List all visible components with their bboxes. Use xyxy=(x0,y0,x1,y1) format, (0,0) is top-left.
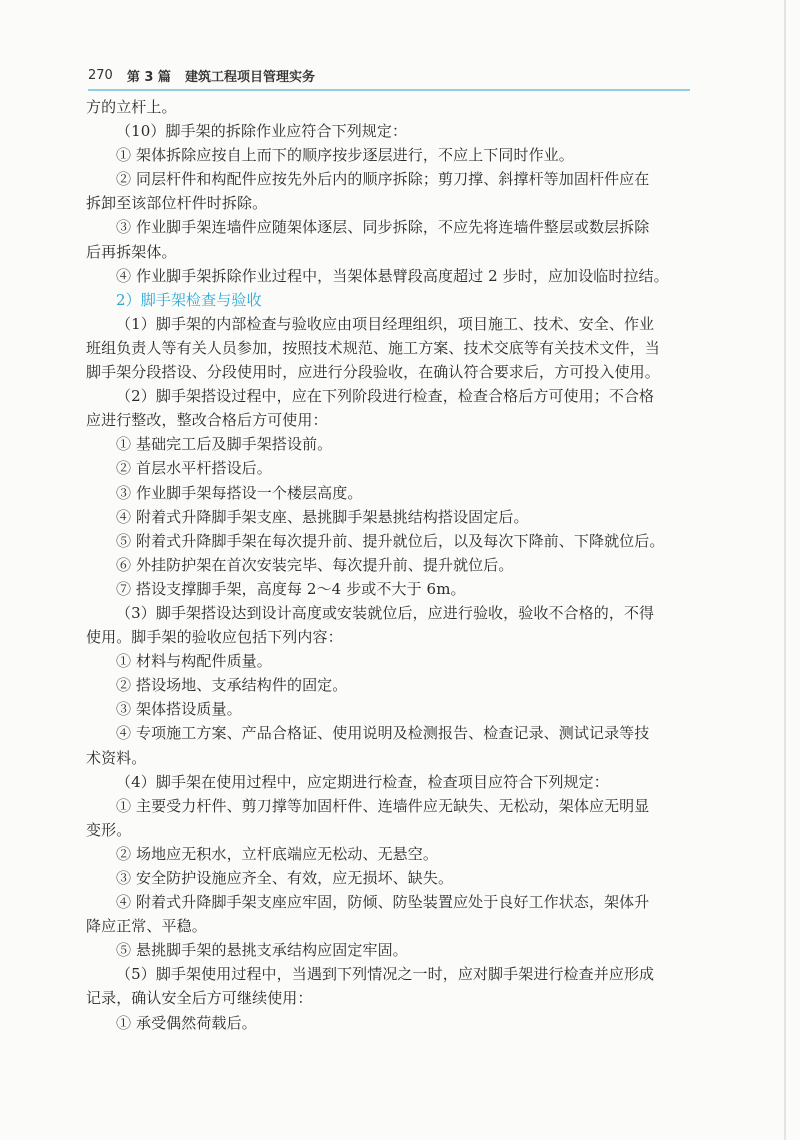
text-line: 脚手架分段搭设、分段使用时，应进行分段验收，在确认符合要求后，方可投入使用。 xyxy=(86,363,660,382)
part-label: 第 3 篇 xyxy=(126,69,171,85)
text-line: ③ 作业脚手架连墙件应随架体逐层、同步拆除，不应先将连墙件整层或数层拆除 xyxy=(116,218,650,237)
header-rule xyxy=(88,89,690,91)
text-line: 拆卸至该部位杆件时拆除。 xyxy=(86,194,268,213)
text-line: ① 基础完工后及脚手架搭设前。 xyxy=(116,435,333,454)
text-line: 变形。 xyxy=(86,820,132,839)
text-line: ② 同层杆件和构配件应按先外后内的顺序拆除；剪刀撑、斜撑杆等加固杆件应在 xyxy=(116,170,650,189)
book-title: 建筑工程项目管理实务 xyxy=(184,69,315,85)
text-line: ⑥ 外挂防护架在首次安装完毕、每次提升前、提升就位后。 xyxy=(116,555,514,574)
text-line: 术资料。 xyxy=(86,748,147,767)
section-heading: 2）脚手架检查与验收 xyxy=(116,290,262,309)
text-line: ③ 作业脚手架每搭设一个楼层高度。 xyxy=(116,483,363,502)
text-line: 应进行整改，整改合格后方可使用： xyxy=(86,411,328,430)
page-number: 270 xyxy=(88,67,113,83)
text-line: 记录，确认安全后方可继续使用： xyxy=(86,989,313,1008)
text-line: ④ 附着式升降脚手架支座、悬挑脚手架悬挑结构搭设固定后。 xyxy=(116,507,529,526)
text-line: 方的立杆上。 xyxy=(86,98,177,116)
text-line: ② 场地应无积水，立杆底端应无松动、无悬空。 xyxy=(116,844,438,863)
text-line: ⑦ 搭设支撑脚手架，高度每 2～4 步或不大于 6m。 xyxy=(116,579,466,598)
text-line: （5）脚手架使用过程中，当遇到下列情况之一时，应对脚手架进行检查并应形成 xyxy=(116,965,655,984)
text-line: ④ 作业脚手架拆除作业过程中，当架体悬臂段高度超过 2 步时，应加设临时拉结。 xyxy=(116,266,669,285)
page-edge xyxy=(784,0,786,1140)
text-line: ② 搭设场地、支承结构件的固定。 xyxy=(116,676,348,695)
text-line: ④ 专项施工方案、产品合格证、使用说明及检测报告、检查记录、测试记录等技 xyxy=(116,724,650,743)
text-line: ⑤ 悬挑脚手架的悬挑支承结构应固定牢固。 xyxy=(116,941,408,960)
text-line: （3）脚手架搭设达到设计高度或安装就位后，应进行验收，验收不合格的，不得 xyxy=(116,603,655,622)
text-line: 降应正常、平稳。 xyxy=(86,917,207,936)
text-line: ② 首层水平杆搭设后。 xyxy=(116,459,272,478)
text-line: 班组负责人等有关人员参加，按照技术规范、施工方案、技术交底等有关技术文件，当 xyxy=(86,338,660,357)
text-line: ① 架体拆除应按自上而下的顺序按步逐层进行，不应上下同时作业。 xyxy=(116,146,574,165)
text-line: ③ 架体搭设质量。 xyxy=(116,700,242,719)
text-line: ④ 附着式升降脚手架支座应牢固，防倾、防坠装置应处于良好工作状态，架体升 xyxy=(116,893,650,912)
page-body xyxy=(86,95,690,1035)
text-line: ③ 安全防护设施应齐全、有效，应无损坏、缺失。 xyxy=(116,869,454,887)
text-line: ① 承受偶然荷载后。 xyxy=(116,1013,257,1032)
text-line: 使用。脚手架的验收应包括下列内容： xyxy=(86,628,343,647)
text-line: ⑤ 附着式升降脚手架在每次提升前、提升就位后，以及每次下降前、下降就位后。 xyxy=(116,531,665,550)
text-line: 后再拆架体。 xyxy=(86,242,177,261)
text-line: （10）脚手架的拆除作业应符合下列规定： xyxy=(116,122,408,141)
text-line: ① 主要受力杆件、剪刀撑等加固杆件、连墙件应无缺失、无松动，架体应无明显 xyxy=(116,796,650,815)
text-line: （4）脚手架在使用过程中，应定期进行检查，检查项目应符合下列规定： xyxy=(116,772,609,791)
running-header xyxy=(88,62,688,88)
text-line: ① 材料与构配件质量。 xyxy=(116,652,272,671)
text-line: （1）脚手架的内部检查与验收应由项目经理组织，项目施工、技术、安全、作业 xyxy=(116,314,655,333)
text-line: （2）脚手架搭设过程中，应在下列阶段进行检查，检查合格后方可使用；不合格 xyxy=(116,387,655,406)
